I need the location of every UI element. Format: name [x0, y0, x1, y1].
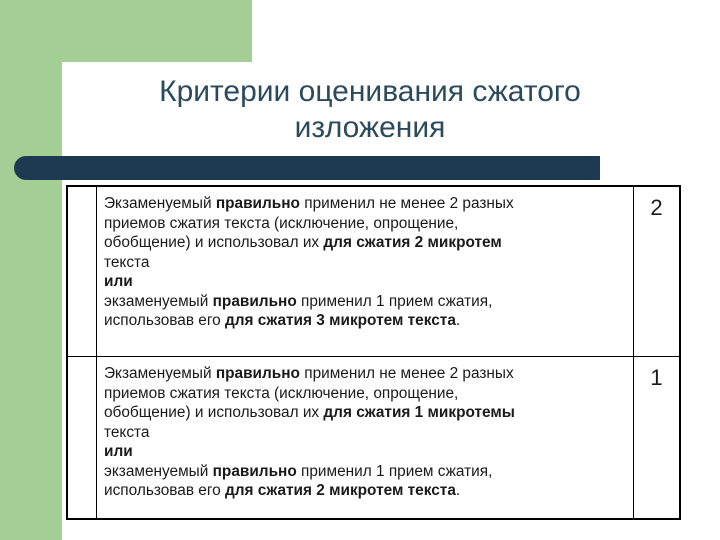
text-span: Экзаменуемый	[104, 365, 216, 382]
score-cell: 2	[650, 195, 663, 220]
criteria-text-cell	[96, 357, 634, 518]
bold-span: или	[104, 273, 133, 290]
bold-span: для сжатия 3 микротем текста	[224, 312, 456, 329]
criteria-line: приемов сжатия текста (исключение, опрощение,	[104, 384, 459, 402]
decor-green-side	[0, 0, 62, 540]
text-span: применил не менее 2 разных	[299, 365, 514, 382]
criteria-line	[104, 311, 625, 331]
text-span: использовав его	[104, 312, 225, 329]
text-span: экзаменуемый	[104, 462, 213, 480]
criteria-text-cell	[96, 187, 634, 356]
bold-span: правильно	[215, 195, 300, 212]
criteria-line	[104, 272, 625, 292]
bold-span: для сжатия 2 микротем текста	[224, 482, 456, 499]
table-row	[68, 187, 679, 357]
text-span: .	[455, 312, 461, 329]
bold-span: правильно	[212, 292, 297, 310]
criteria-line	[104, 194, 625, 214]
criteria-line: приемов сжатия текста (исключение, опрощение,	[104, 214, 459, 232]
bold-span: правильно	[215, 365, 300, 382]
score-cell: 1	[650, 365, 663, 390]
text-span: Экзаменуемый	[104, 195, 216, 212]
bold-span: или	[104, 443, 133, 460]
bold-span: для сжатия 1 микротемы	[323, 404, 515, 421]
title-divider-bar	[14, 156, 600, 180]
bold-span: для сжатия 2 микротем	[323, 234, 502, 251]
text-span: применил 1 прием сжатия,	[296, 462, 493, 480]
title-line-2: изложения	[294, 111, 446, 144]
row-marker-cell	[68, 357, 97, 518]
text-span: применил не менее 2 разных	[299, 195, 514, 212]
row-marker-cell	[68, 187, 97, 356]
criteria-line	[104, 481, 625, 501]
text-span: экзаменуемый	[104, 292, 213, 310]
title-line-1: Критерии оценивания сжатого	[159, 75, 581, 108]
table-row	[68, 357, 679, 518]
text-span: обобщение) и использовал их	[104, 234, 324, 251]
criteria-table	[66, 185, 681, 520]
criteria-line	[104, 292, 625, 312]
text-span: обобщение) и использовал их	[104, 404, 324, 421]
criteria-line	[104, 462, 625, 482]
text-span: .	[455, 482, 461, 499]
criteria-line	[104, 233, 625, 253]
criteria-line	[104, 442, 625, 462]
text-span: применил 1 прием сжатия,	[296, 292, 493, 310]
criteria-line	[104, 364, 625, 384]
criteria-line	[104, 403, 625, 423]
text-span: использовав его	[104, 482, 225, 499]
criteria-line: текста	[104, 253, 150, 271]
bold-span: правильно	[212, 462, 297, 480]
criteria-line: текста	[104, 423, 150, 441]
slide-title	[100, 74, 640, 146]
